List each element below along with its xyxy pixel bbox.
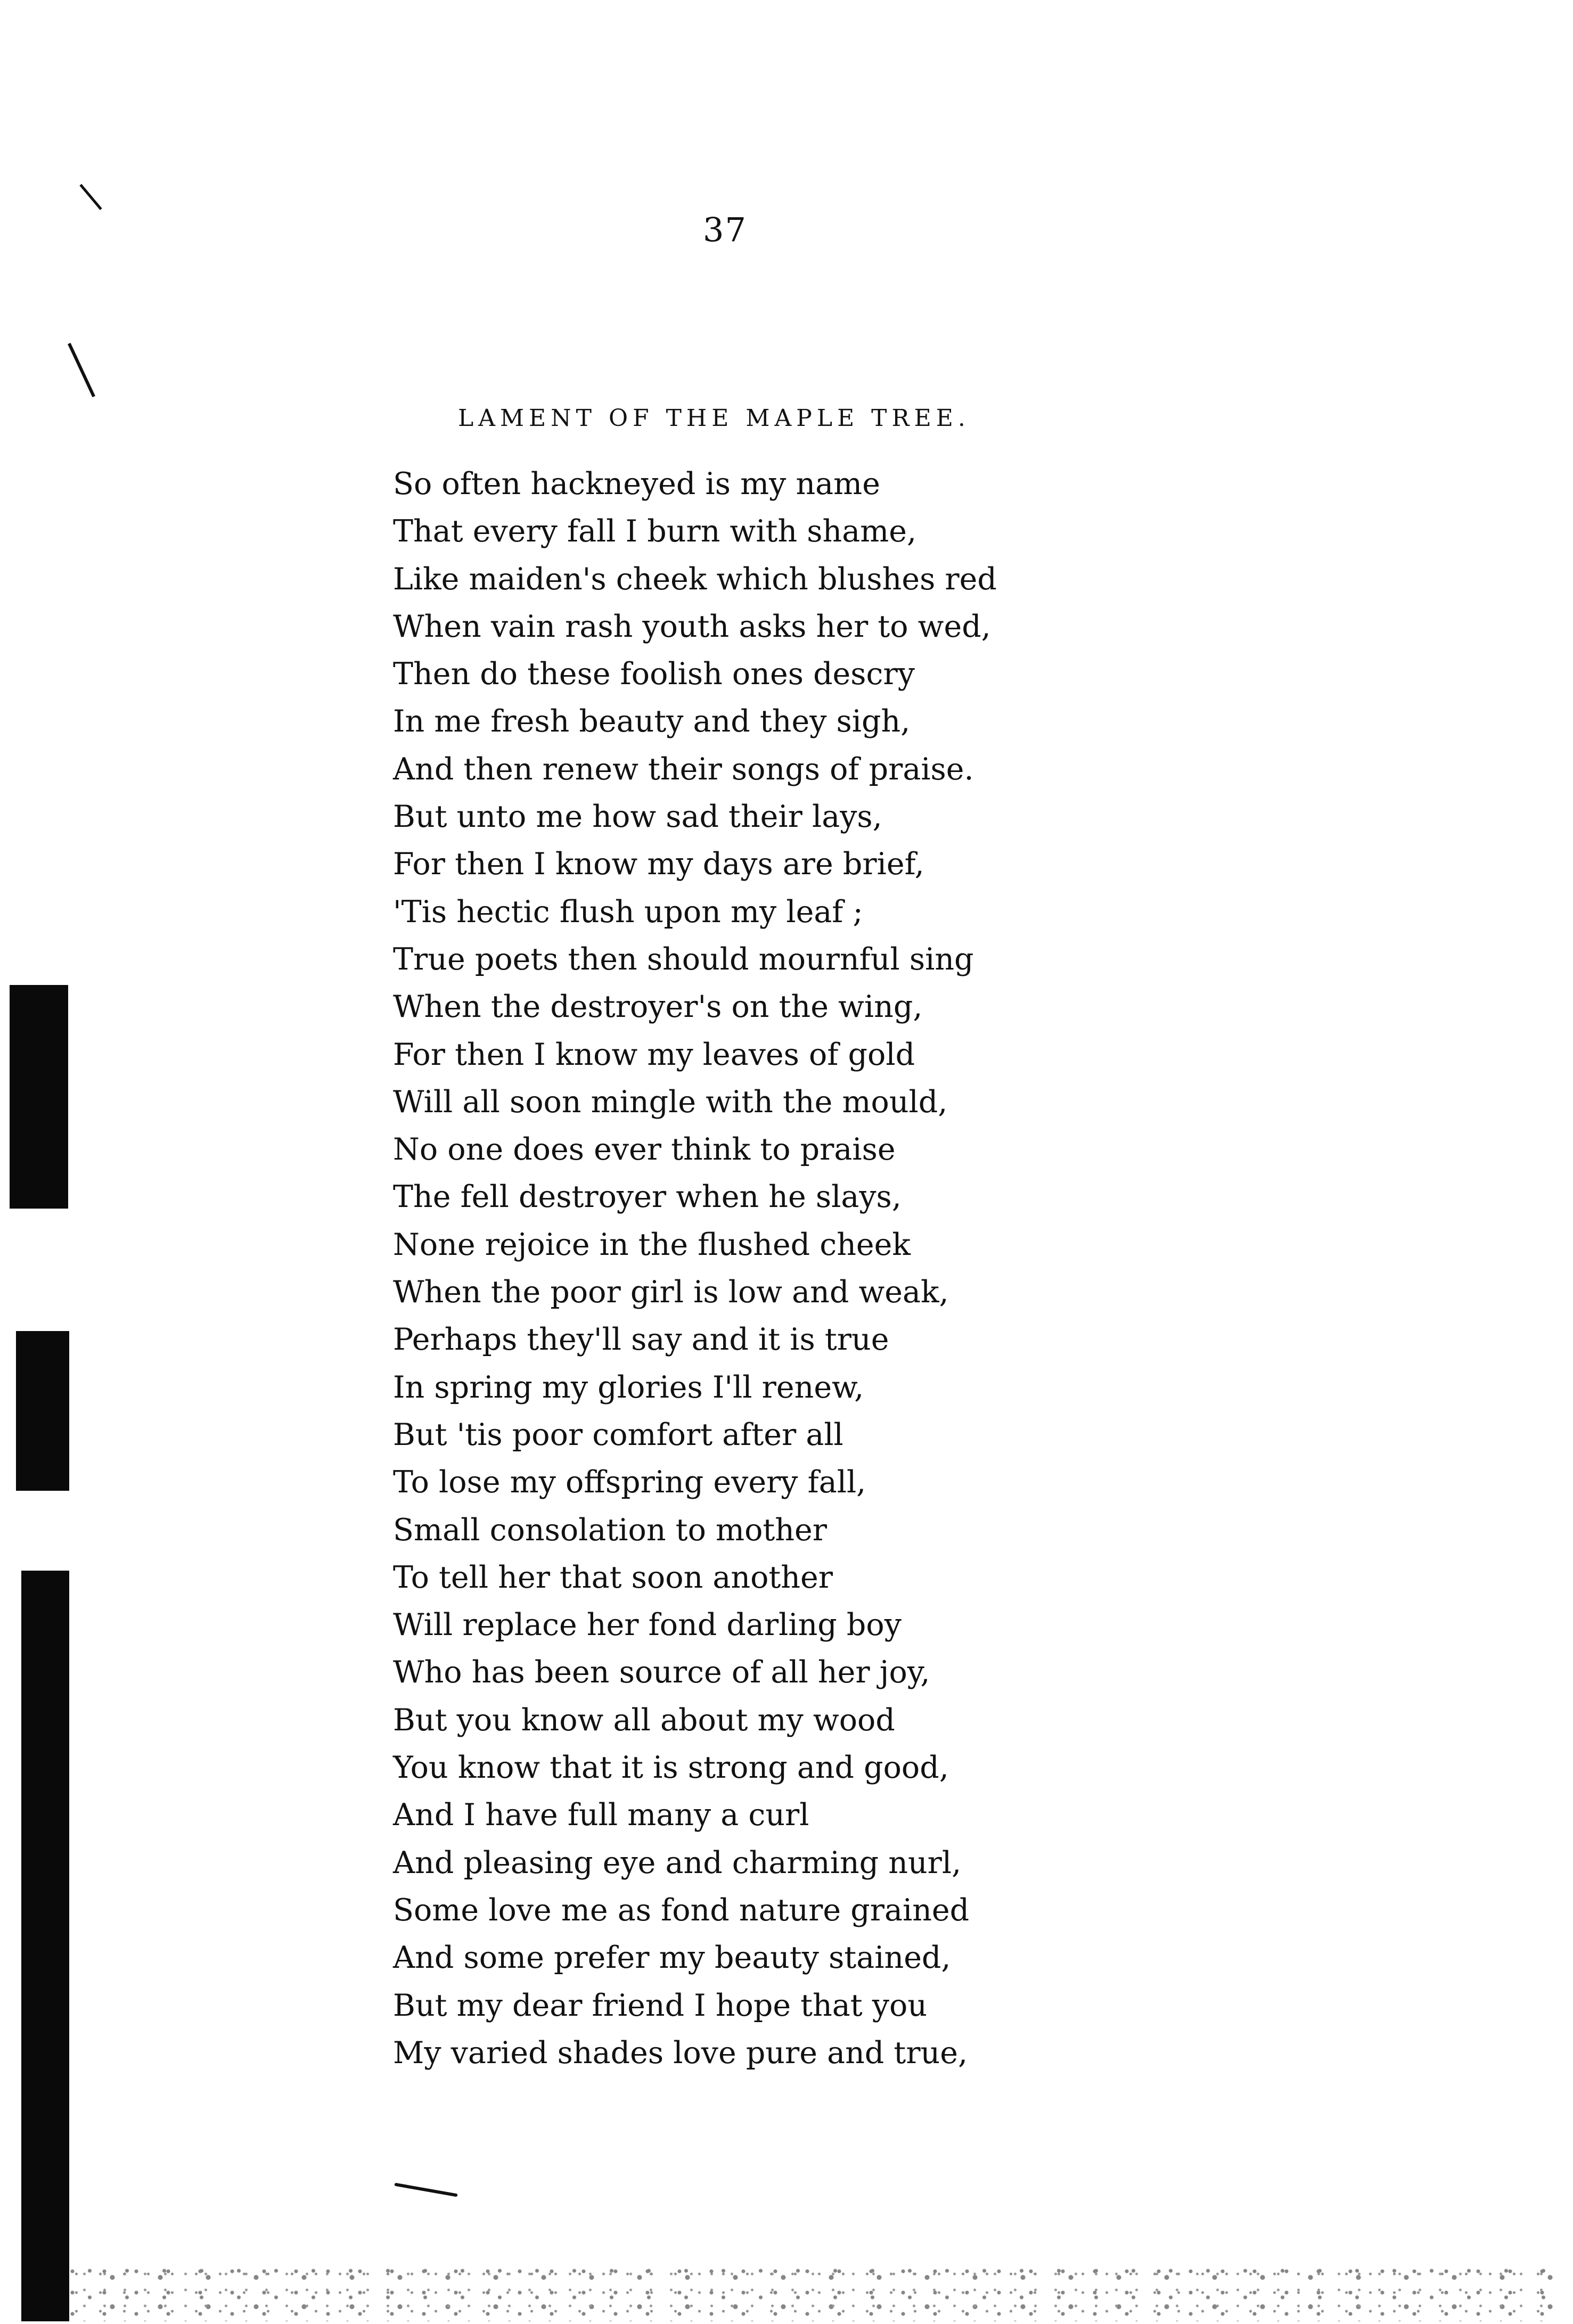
poem-line: But my dear friend I hope that you <box>393 1988 928 2023</box>
scan-edge-bar <box>16 1331 69 1491</box>
poem-line: But 'tis poor comfort after all <box>393 1417 843 1452</box>
poem-line: My varied shades love pure and true, <box>393 2035 968 2071</box>
poem-line: But you know all about my wood <box>393 1702 895 1738</box>
page-number: 37 <box>703 210 747 249</box>
scan-speck <box>68 343 95 397</box>
poem-line: True poets then should mournful sing <box>393 941 974 977</box>
scan-speck <box>79 184 102 210</box>
poem-line: None rejoice in the flushed cheek <box>393 1227 911 1262</box>
scan-speck <box>394 2183 457 2197</box>
poem-line: 'Tis hectic flush upon my leaf ; <box>393 894 863 930</box>
poem-line: So often hackneyed is my name <box>393 466 880 502</box>
poem-line: Who has been source of all her joy, <box>393 1655 930 1690</box>
scan-edge-bar <box>21 1571 69 2321</box>
poem-line: And then renew their songs of praise. <box>393 751 974 787</box>
poem-line: That every fall I burn with shame, <box>393 514 917 549</box>
poem-line: Small consolation to mother <box>393 1512 827 1548</box>
poem-line: To lose my offspring every fall, <box>393 1465 866 1500</box>
poem-line: Like maiden's cheek which blushes red <box>393 561 997 597</box>
poem-line: When vain rash youth asks her to wed, <box>393 609 991 644</box>
poem-line: And pleasing eye and charming nurl, <box>393 1845 962 1880</box>
poem-body <box>393 461 1032 2077</box>
scan-edge-bar <box>10 985 68 1209</box>
poem-line: The fell destroyer when he slays, <box>393 1179 902 1215</box>
poem-line: And some prefer my beauty stained, <box>393 1940 951 1976</box>
scan-noise-band <box>69 2263 1560 2321</box>
poem-line: You know that it is strong and good, <box>393 1750 949 1786</box>
poem-line: Will replace her fond darling boy <box>393 1607 902 1643</box>
poem-line: In me fresh beauty and they sigh, <box>393 704 911 740</box>
poem-line: Will all soon mingle with the mould, <box>393 1084 948 1120</box>
poem-line: Then do these foolish ones descry <box>393 656 915 692</box>
poem-line: When the destroyer's on the wing, <box>393 989 923 1025</box>
poem-line: For then I know my leaves of gold <box>393 1037 915 1072</box>
poem-line: No one does ever think to praise <box>393 1132 896 1168</box>
poem-title: LAMENT OF THE MAPLE TREE. <box>458 405 970 432</box>
poem-line: To tell her that soon another <box>393 1559 833 1595</box>
poem-line: In spring my glories I'll renew, <box>393 1369 864 1405</box>
poem-line: For then I know my days are brief, <box>393 847 924 882</box>
poem-line: Perhaps they'll say and it is true <box>393 1322 889 1358</box>
poem-line: When the poor girl is low and weak, <box>393 1275 949 1310</box>
poem-line: But unto me how sad their lays, <box>393 799 882 835</box>
poem-line: And I have full many a curl <box>393 1797 809 1833</box>
poem-line: Some love me as fond nature grained <box>393 1892 970 1928</box>
